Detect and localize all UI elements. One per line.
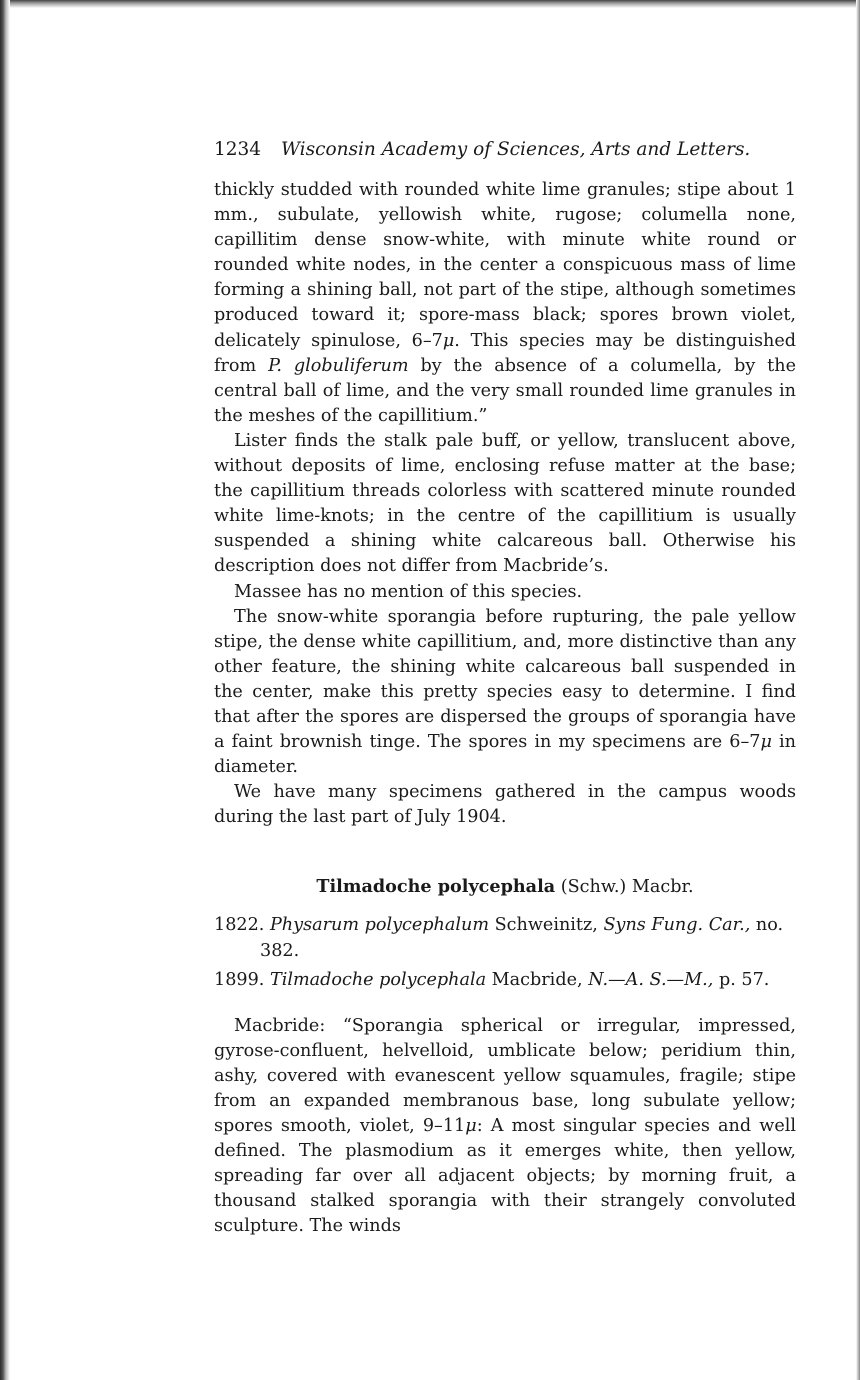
paragraph-observations <box>214 605 796 781</box>
mu-symbol: μ <box>442 330 455 351</box>
page-number: 1234 <box>214 139 262 160</box>
synonymy-entry <box>214 968 796 993</box>
text-run: : A most singular species and well defined. The plasmodium as it emerges white, then yellow, spreading far over all adjacent objects; by morning fruit, a thousand stalked sporangia with their strangely convoluted sculpture. The winds <box>214 1116 796 1237</box>
synonymy-name: Tilmadoche polycephala <box>269 969 487 990</box>
section-tilmadoche-description <box>214 1014 796 1240</box>
synonymy-page: no. 382. <box>260 915 784 961</box>
running-title: Wisconsin Academy of Sciences, Arts and Letters. <box>280 139 751 160</box>
species-heading <box>214 874 796 900</box>
paragraph-specimens: We have many specimens gathered in the campus woods during the last part of July 1904. <box>214 782 796 828</box>
synonymy-name: Physarum polycephalum <box>269 915 490 936</box>
synonymy-entry <box>214 913 796 963</box>
synonymy-author: Schweinitz, <box>494 915 598 936</box>
synonymy-year: 1899. <box>214 969 265 990</box>
scan-edge-top <box>0 0 860 8</box>
synonymy-author: Macbride, <box>491 969 583 990</box>
synonymy-year: 1822. <box>214 915 265 936</box>
synonymy-reference: N.—A. S.—M., <box>588 969 714 990</box>
species-name: P. globuliferum <box>268 355 409 376</box>
text-run: by the absence of a columella, by the central ball of lime, and the very small rounded lime granules in the meshes of the capillitium.” <box>214 355 796 426</box>
synonymy-reference: Syns Fung. Car., <box>603 915 751 936</box>
text-run: The snow-white sporangia before rupturing, the pale yellow stipe, the dense white capillitium, and, more distinctive than any other feature, the shining white calcareous ball suspended in the center, make this pretty species easy to determine. I find that after the spores are dispersed the groups of sporangia have a faint brownish tinge. The spores in my specimens are 6–7 <box>214 606 796 753</box>
synonymy-page: p. 57. <box>718 969 770 990</box>
running-header <box>214 136 796 164</box>
scan-edge-left <box>0 0 10 1380</box>
section-physarella-description <box>214 178 796 830</box>
page-content <box>214 136 796 1240</box>
paragraph-lister: Lister finds the stalk pale buff, or yellow, translucent above, without deposits of lime, enclosing refuse matter at the base; the capillitium threads colorless with scattered minute rounded white lime-knots; in the centre of the capillitium is usually suspended a shining white calcareous ball. Otherwise his description does not differ from Macbride’s. <box>214 430 796 577</box>
mu-symbol: μ <box>760 732 772 753</box>
species-heading-author: (Schw.) Macbr. <box>560 877 694 898</box>
synonymy-list <box>214 913 796 992</box>
text-run: in diameter. <box>214 732 796 778</box>
text-run: . This species may be distinguished from <box>214 330 797 376</box>
paragraph-massee: Massee has no mention of this species. <box>234 581 583 602</box>
paragraph-quote-continuation <box>214 178 796 429</box>
paragraph-macbride-quote <box>214 1014 796 1240</box>
species-heading-name: Tilmadoche polycephala <box>316 876 556 898</box>
scan-edge-right <box>856 0 860 1380</box>
text-run: thickly studded with rounded white lime granules; stipe about 1 mm., subulate, yellowish white, rugose; columella none, capillitim dense snow-white, with minute white round or rounded white nodes, in the center a conspicuous mass of lime forming a shining ball, not part of the stipe, although sometimes produced toward it; spore-mass black; spores brown violet, delicately spinulose, 6–7 <box>214 180 796 351</box>
mu-symbol: μ <box>465 1116 477 1137</box>
text-run: Macbride: “Sporangia spherical or irregular, impressed, gyrose-confluent, helvelloid, umblicate below; peridium thin, ashy, covered with evanescent yellow squamules, fragile; stipe from an expanded membranous base, long subulate yellow; spores smooth, violet, 9–11 <box>214 1015 796 1137</box>
